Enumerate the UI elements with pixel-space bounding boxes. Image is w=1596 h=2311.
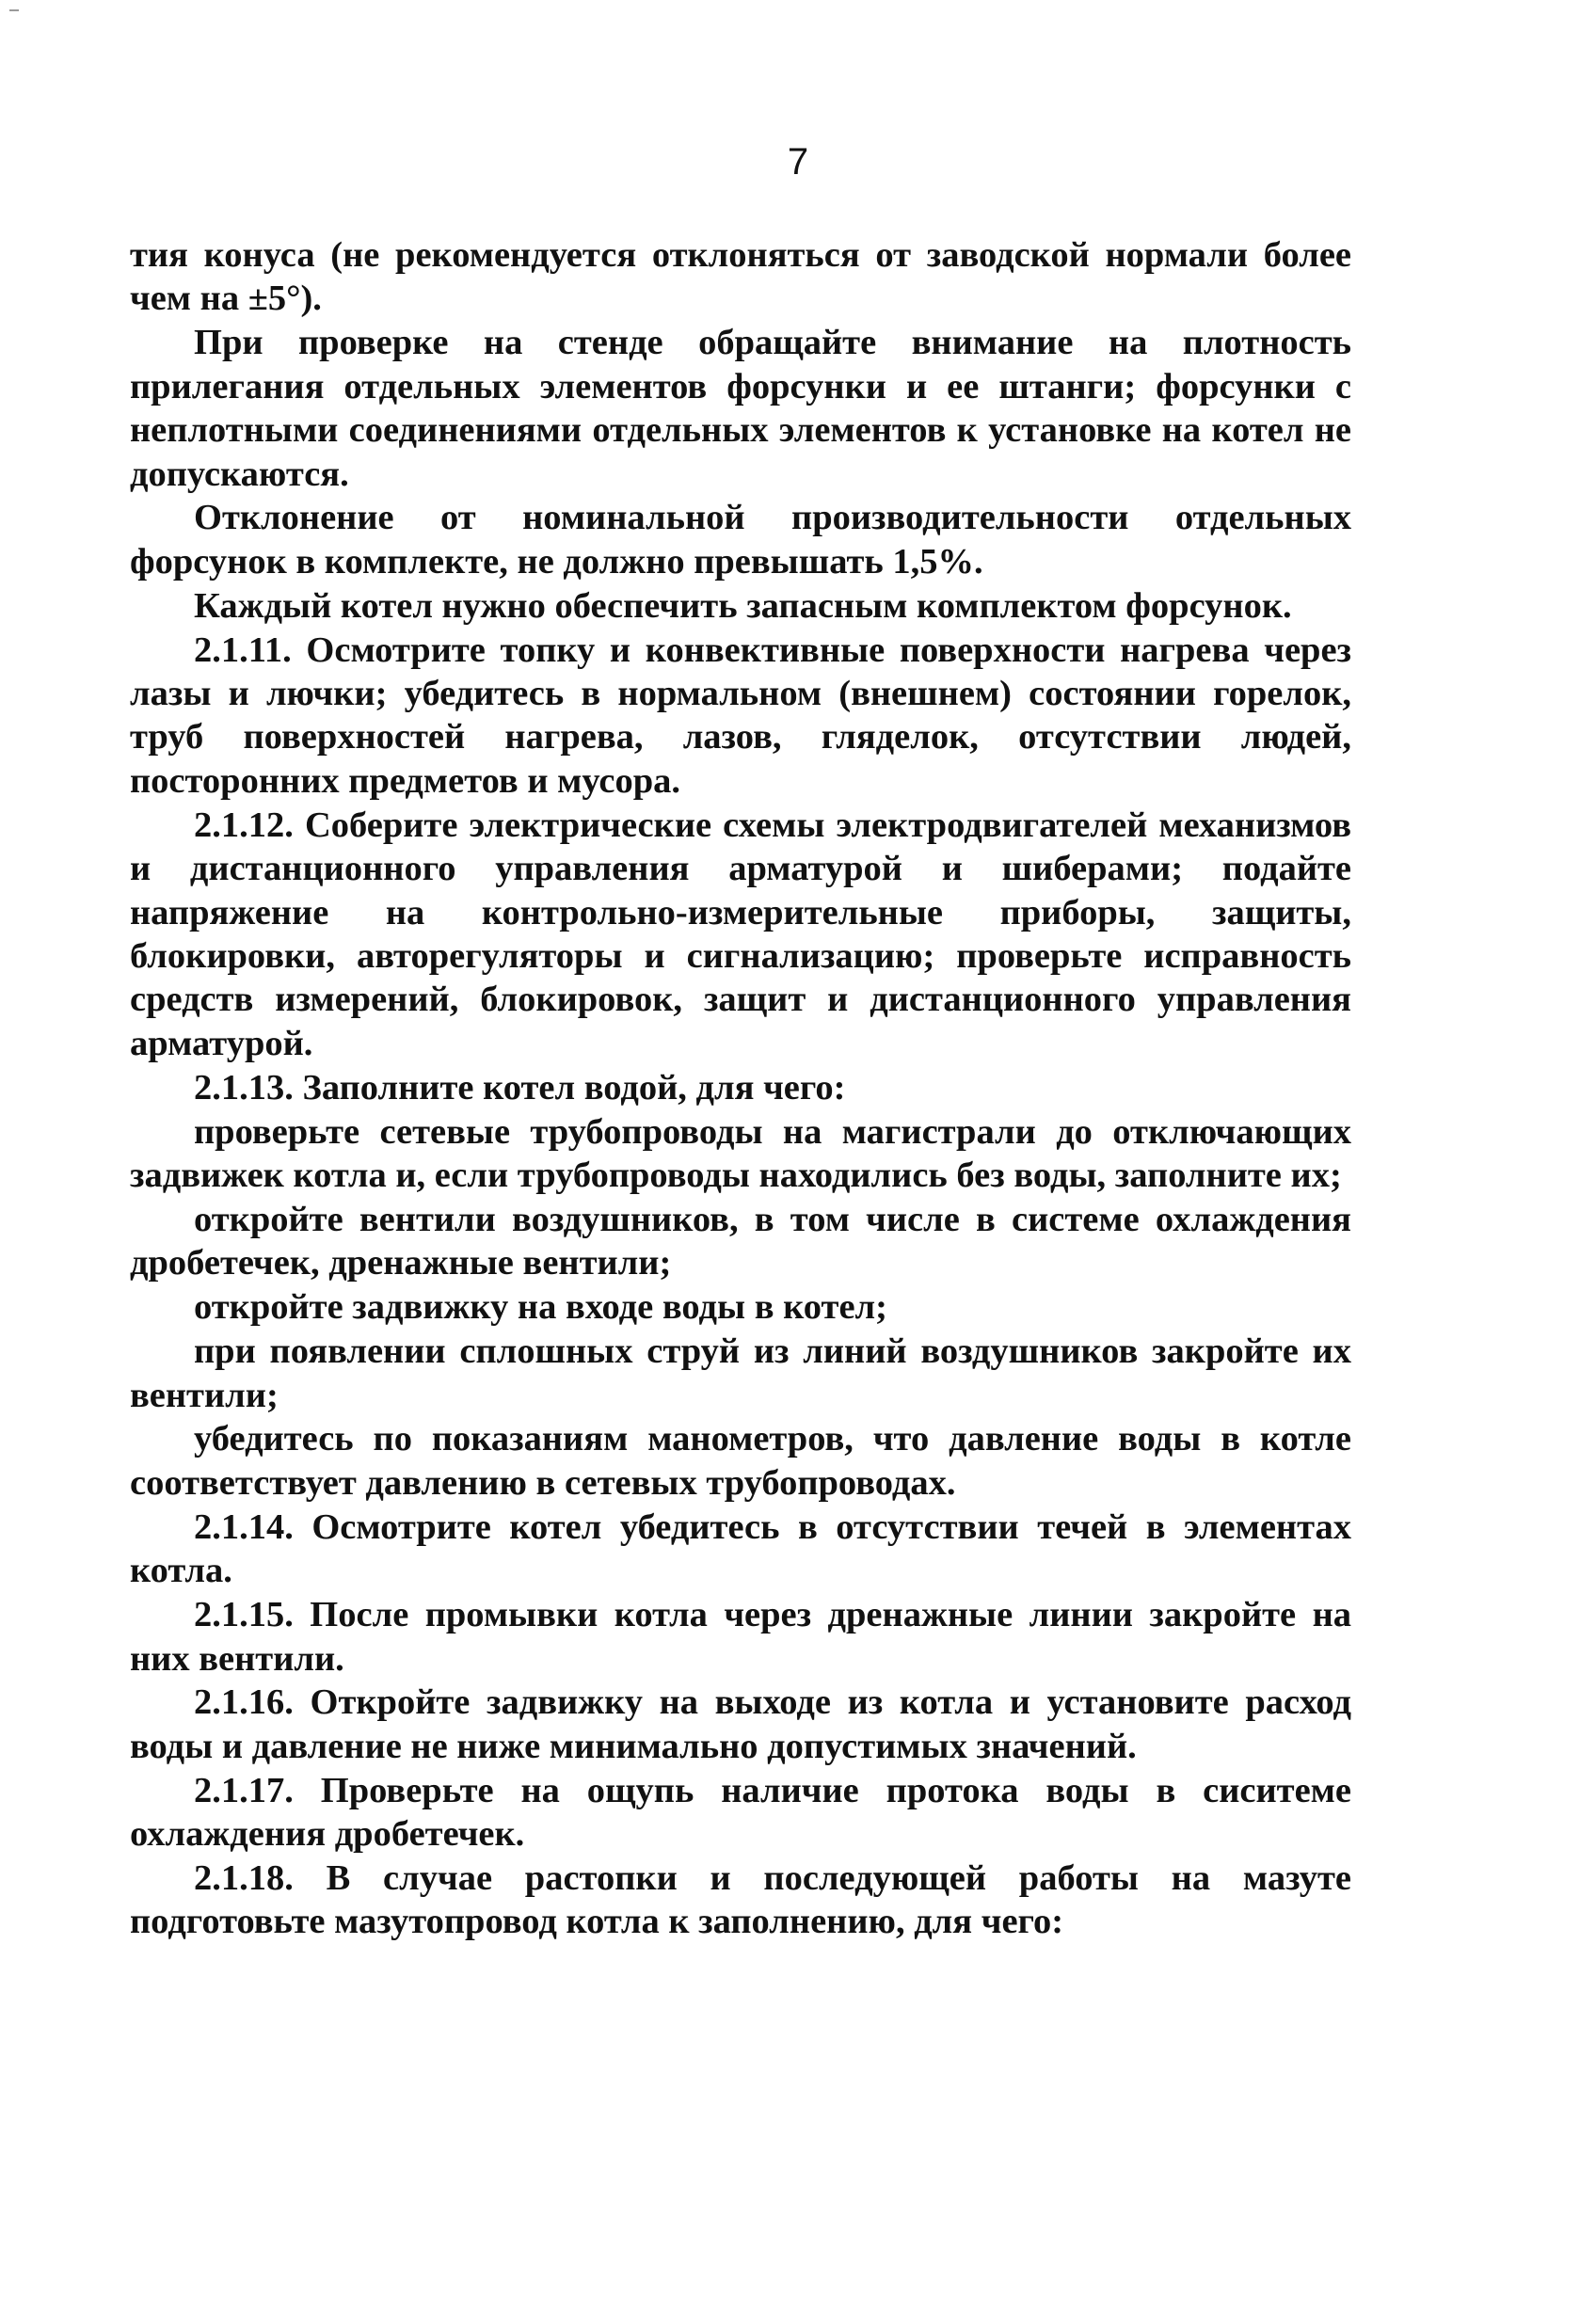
list-item-open-vents: откройте вентили воздушников, в том числе в системе охлаждения дробетечек, дренажные вентили; [130,1199,1351,1283]
paragraph-2-1-11: 2.1.11. Осмотрите топку и конвективные поверхности нагрева через лазы и лючки; убедитесь в нормальном (внешнем) состоянии горелок, труб поверхностей нагрева, лазов, гляделок, отсутствии людей, посторонних предметов и мусора. [130,630,1351,801]
document-body [130,233,1351,1944]
paragraph-capacity-deviation: Отклонение от номинальной производительности отдельных форсунок в комплекте, не должно превышать 1,5%. [130,498,1351,582]
paragraph-2-1-15: 2.1.15. После промывки котла через дренажные линии закройте на них вентили. [130,1595,1351,1679]
paragraph-2-1-12: 2.1.12. Соберите электрические схемы электродвигателей механизмов и дистанционного управления арматурой и шиберами; подайте напряжение на контрольно-измерительные приборы, защиты, блокировки, авторегуляторы и сигнализацию; проверьте исправность средств измерений, блокировок, защит и дистанционного управления арматурой. [130,805,1351,1063]
paragraph-2-1-13: 2.1.13. Заполните котел водой, для чего: [194,1067,846,1108]
paragraph-spare-nozzles: Каждый котел нужно обеспечить запасным комплектом форсунок. [194,585,1292,626]
paragraph-continuation: тия конуса (не рекомендуется отклоняться от заводской нормали более чем на ±5°). [130,235,1351,319]
page-number: 7 [787,141,809,183]
list-item-check-pressure: убедитесь по показаниям манометров, что давление воды в котле соответствует давлению в сетевых трубопроводах. [130,1419,1351,1503]
paragraph-2-1-18: 2.1.18. В случае растопки и последующей работы на мазуте подготовьте мазутопровод котла к заполнению, для чего: [130,1858,1351,1942]
paragraph-2-1-17: 2.1.17. Проверьте на ощупь наличие протока воды в сиситеме охлаждения дробетечек. [130,1770,1351,1855]
list-item-close-vents: при появлении сплошных струй из линий воздушников закройте их вентили; [130,1331,1351,1415]
scan-mark [9,9,19,11]
list-item-open-inlet-valve: откройте задвижку на входе воды в котел; [194,1287,887,1328]
paragraph-2-1-16: 2.1.16. Откройте задвижку на выходе из котла и установите расход воды и давление не ниже минимально допустимых значений. [130,1682,1351,1766]
paragraph-2-1-14: 2.1.14. Осмотрите котел убедитесь в отсутствии течей в элементах котла. [130,1506,1351,1591]
list-item-check-pipelines: проверьте сетевые трубопроводы на магистрали до отключающих задвижек котла и, если трубопроводы находились без воды, заполните их; [130,1111,1351,1196]
paragraph-stand-check: При проверке на стенде обращайте внимание на плотность прилегания отдельных элементов форсунки и ее штанги; форсунки с неплотными соединениями отдельных элементов к установке на котел не допускаются. [130,323,1351,494]
